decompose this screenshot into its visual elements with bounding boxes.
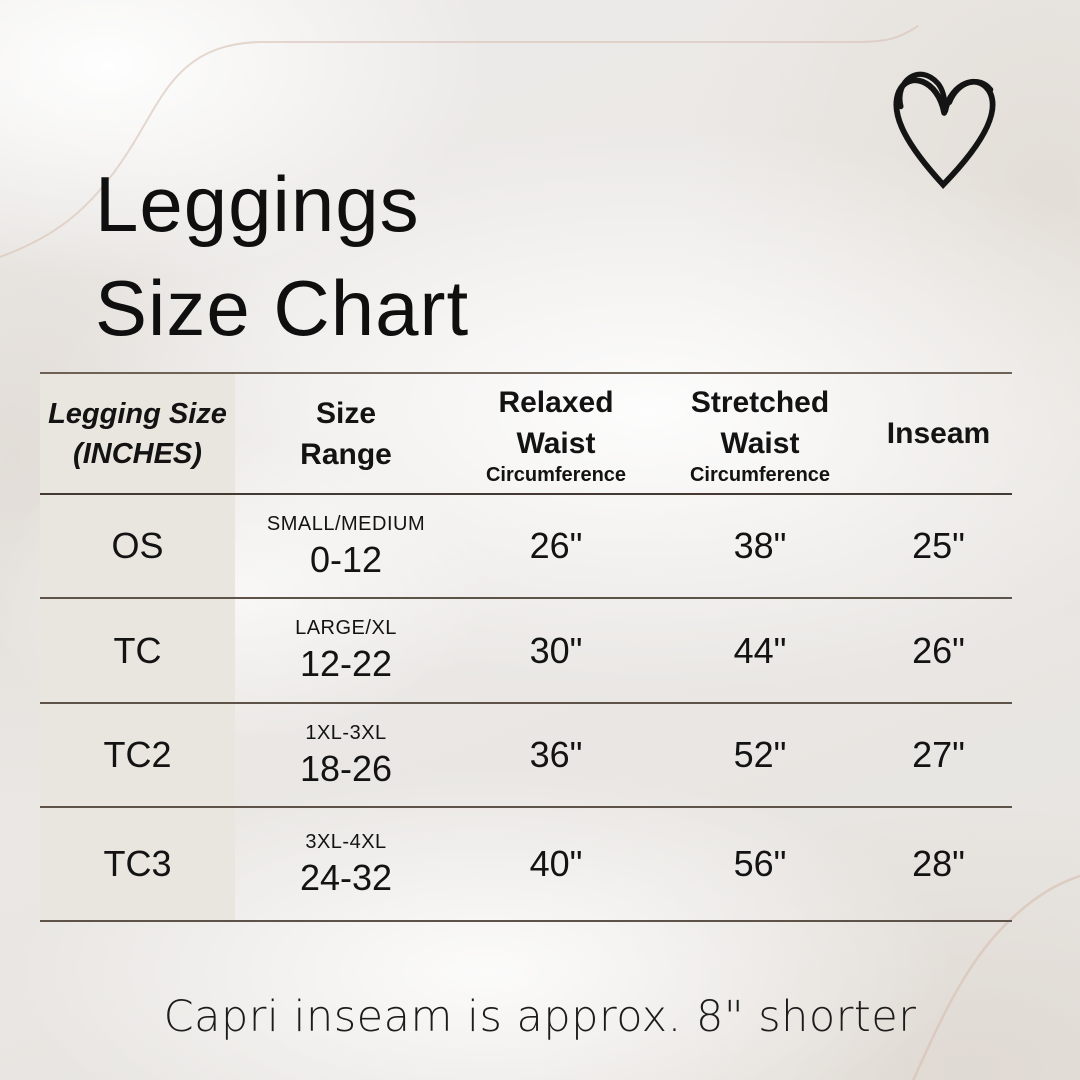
size-range-label: SMALL/MEDIUM bbox=[266, 512, 426, 535]
size-range-label: 1XL-3XL bbox=[305, 721, 387, 744]
size-cell: TC2 bbox=[40, 704, 235, 806]
table-header-row bbox=[40, 374, 1012, 495]
inseam-cell: 27" bbox=[912, 734, 965, 775]
heart-doodle-icon bbox=[889, 58, 1011, 190]
relaxed-waist-cell: 40" bbox=[529, 843, 583, 884]
stretched-waist-cell: 44" bbox=[733, 629, 787, 671]
size-range-value: 12-22 bbox=[299, 643, 393, 684]
size-range-cell bbox=[235, 599, 457, 702]
column-header-relaxed-waist: Relaxed Waist Circumference bbox=[485, 385, 627, 486]
table-row-tc2 bbox=[40, 704, 1012, 808]
stretched-waist-cell: 52" bbox=[733, 734, 787, 775]
size-range-cell bbox=[235, 495, 457, 597]
relaxed-waist-cell: 36" bbox=[529, 734, 583, 775]
column-header-inseam: Inseam bbox=[886, 417, 991, 450]
capri-inseam-note: Capri inseam is approx. 8" shorter bbox=[163, 992, 917, 1042]
size-chart-table bbox=[40, 372, 1012, 922]
table-row-tc3 bbox=[40, 808, 1012, 922]
page-title-line2: Size Chart bbox=[95, 264, 470, 352]
column-header-size-range: Size Range bbox=[300, 396, 392, 471]
column-header-legging-size: Legging Size (INCHES) bbox=[40, 374, 235, 493]
size-range-label: 3XL-4XL bbox=[305, 830, 387, 853]
relaxed-waist-cell: 30" bbox=[529, 629, 583, 671]
size-cell: OS bbox=[40, 495, 235, 597]
relaxed-waist-cell: 26" bbox=[529, 525, 583, 566]
size-range-value: 0-12 bbox=[309, 538, 383, 580]
size-range-cell bbox=[235, 808, 457, 920]
inseam-cell: 28" bbox=[912, 843, 965, 884]
size-range-value: 24-32 bbox=[299, 856, 393, 898]
size-range-label: LARGE/XL bbox=[295, 617, 397, 639]
stretched-waist-cell: 38" bbox=[733, 525, 787, 566]
inseam-cell: 25" bbox=[912, 525, 965, 566]
table-row-os bbox=[40, 495, 1012, 599]
page-title bbox=[95, 152, 469, 360]
table-row-tc bbox=[40, 599, 1012, 704]
inseam-cell: 26" bbox=[912, 629, 965, 671]
size-cell: TC3 bbox=[40, 808, 235, 920]
page-title-line1: Leggings bbox=[95, 160, 420, 248]
column-header-stretched-waist: Stretched Waist Circumference bbox=[689, 385, 831, 486]
stretched-waist-cell: 56" bbox=[733, 843, 787, 884]
size-cell: TC bbox=[40, 599, 235, 702]
size-range-value: 18-26 bbox=[299, 747, 393, 789]
size-range-cell bbox=[235, 704, 457, 806]
